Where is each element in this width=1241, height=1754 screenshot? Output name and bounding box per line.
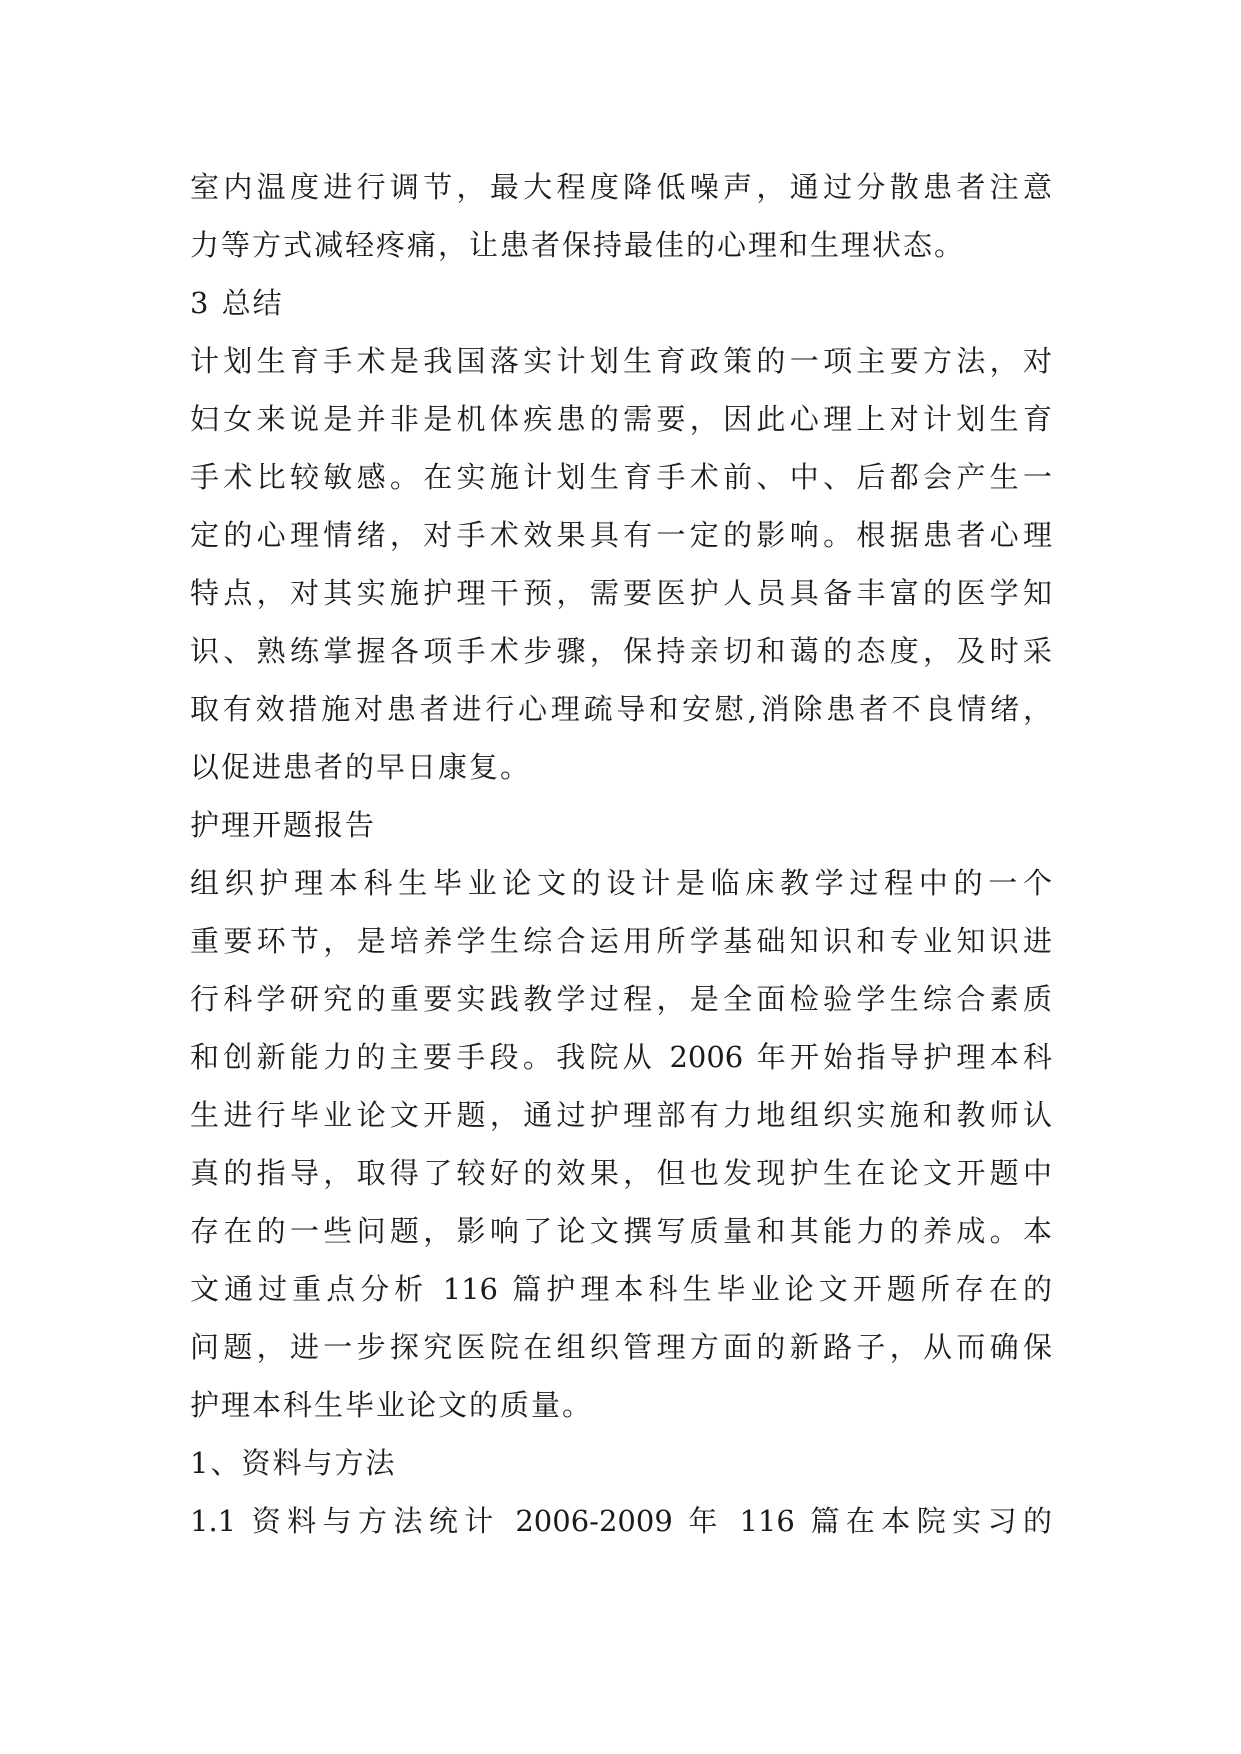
text-line: 妇女来说是并非是机体疾患的需要，因此心理上对计划生育: [190, 402, 1052, 436]
text-line: 生进行毕业论文开题，通过护理部有力地组织实施和教师认: [190, 1098, 1052, 1132]
text-line: 力等方式减轻疼痛，让患者保持最佳的心理和生理状态。: [190, 228, 966, 262]
text-line: 文通过重点分析 116 篇护理本科生毕业论文开题所存在的: [190, 1272, 1052, 1306]
section-heading: 3 总结: [190, 286, 284, 320]
text-line: 计划生育手术是我国落实计划生育政策的一项主要方法，对: [190, 344, 1052, 378]
text-line: 以促进患者的早日康复。: [190, 750, 532, 784]
text-line: 真的指导，取得了较好的效果，但也发现护生在论文开题中: [190, 1156, 1052, 1190]
section-heading: 护理开题报告: [190, 808, 377, 842]
section-heading: 1、资料与方法: [190, 1446, 397, 1480]
text-line: 手术比较敏感。在实施计划生育手术前、中、后都会产生一: [190, 460, 1052, 494]
text-line: 取有效措施对患者进行心理疏导和安慰,消除患者不良情绪，: [190, 692, 1052, 726]
text-line: 和创新能力的主要手段。我院从 2006 年开始指导护理本科: [190, 1040, 1052, 1074]
text-line: 1.1 资料与方法统计 2006-2009 年 116 篇在本院实习的: [190, 1504, 1052, 1538]
text-line: 行科学研究的重要实践教学过程，是全面检验学生综合素质: [190, 982, 1052, 1016]
text-line: 定的心理情绪，对手术效果具有一定的影响。根据患者心理: [190, 518, 1052, 552]
text-line: 识、熟练掌握各项手术步骤，保持亲切和蔼的态度，及时采: [190, 634, 1052, 668]
text-line: 存在的一些问题，影响了论文撰写质量和其能力的养成。本: [190, 1214, 1052, 1248]
text-line: 室内温度进行调节，最大程度降低噪声，通过分散患者注意: [190, 170, 1052, 204]
text-line: 护理本科生毕业论文的质量。: [190, 1388, 594, 1422]
text-line: 特点，对其实施护理干预，需要医护人员具备丰富的医学知: [190, 576, 1052, 610]
text-line: 组织护理本科生毕业论文的设计是临床教学过程中的一个: [190, 866, 1052, 900]
text-line: 问题，进一步探究医院在组织管理方面的新路子，从而确保: [190, 1330, 1052, 1364]
text-line: 重要环节，是培养学生综合运用所学基础知识和专业知识进: [190, 924, 1052, 958]
